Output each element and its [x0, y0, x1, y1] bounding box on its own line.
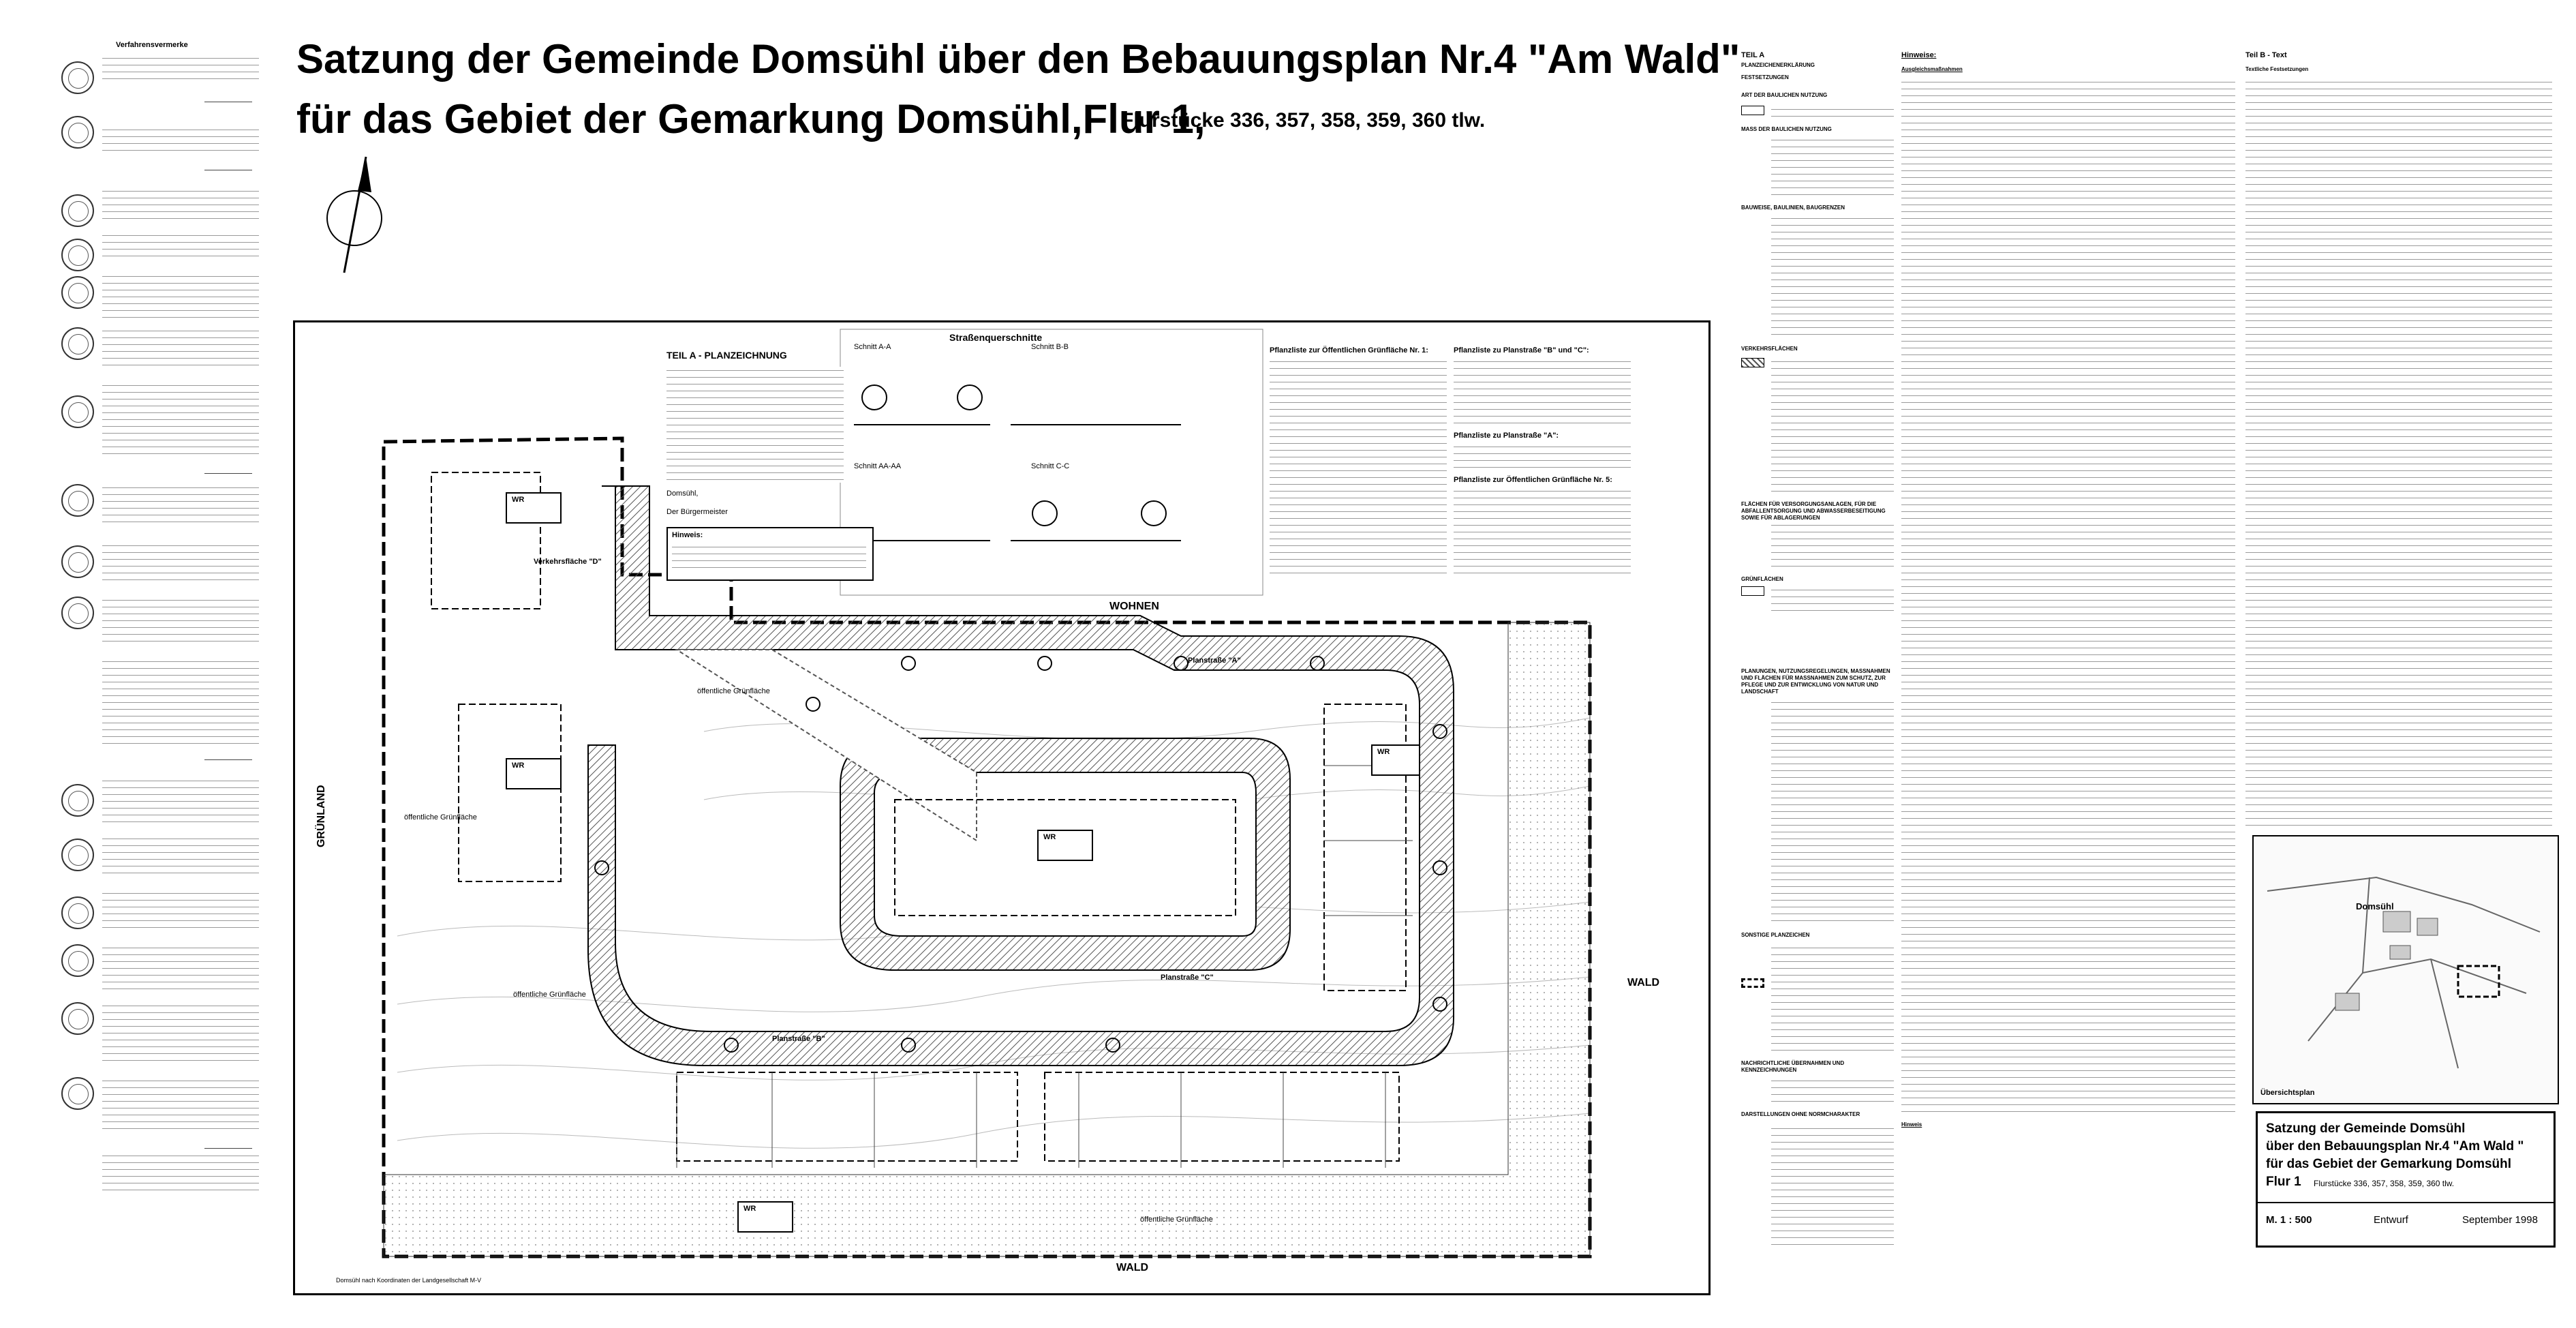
signature-place: Domsühl, [666, 489, 699, 498]
official-seal-icon [61, 239, 94, 271]
plant-list-1-title: Pflanzliste zur Öffentlichen Grünfläche Nr. 1: [1270, 346, 1428, 354]
procedure-entry [102, 944, 259, 992]
zoning-code: WR [512, 761, 525, 770]
procedure-entry [102, 542, 259, 583]
titleblock-status: Entwurf [2374, 1214, 2408, 1226]
procedure-entry [102, 1152, 259, 1193]
procedure-entry [102, 232, 259, 259]
plant-list-4-title: Pflanzliste zur Öffentlichen Grünfläche Nr. 5: [1454, 476, 1612, 484]
procedure-entry [102, 126, 259, 153]
official-seal-icon [61, 1077, 94, 1110]
legend-section: SONSTIGE PLANZEICHEN [1741, 932, 1810, 938]
legend-section: NACHRICHTLICHE ÜBERNAHMEN UND KENNZEICHNUNGEN [1741, 1060, 1845, 1073]
legend-text [1771, 944, 1894, 1053]
green-area-label: öffentliche Grünfläche [513, 991, 586, 999]
titleblock-line3: für das Gebiet der Gemarkung Domsühl [2266, 1157, 2512, 1171]
procedure-entry [102, 597, 259, 644]
official-seal-icon [61, 484, 94, 517]
section-aaa-label: Schnitt AA-AA [854, 462, 902, 470]
zoning-code: WR [512, 496, 525, 504]
official-seal-icon [61, 194, 94, 227]
hinweis-box-title: Hinweis: [672, 531, 703, 539]
notes-text [1901, 78, 2235, 1115]
official-seal-icon [61, 839, 94, 871]
plan-footer-note: Domsühl nach Koordinaten der Landgesellschaft M-V [336, 1277, 482, 1284]
plant-list-4 [1454, 487, 1631, 576]
document-title-line1: Satzung der Gemeinde Domsühl über den Bebauungsplan Nr.4 "Am Wald" [296, 36, 1741, 82]
signature [204, 750, 252, 760]
official-seal-icon [61, 395, 94, 428]
zone-label-wald-bottom: WALD [1116, 1262, 1149, 1273]
cross-sections-title: Straßenquerschnitte [949, 332, 1043, 343]
document-title-line2: für das Gebiet der Gemarkung Domsühl,Flur 1, [296, 96, 1206, 142]
titleblock-date: September 1998 [2462, 1214, 2538, 1226]
official-seal-icon [61, 597, 94, 629]
zone-label-wohnen: WOHNEN [1109, 601, 1159, 612]
legend-text [1771, 215, 1894, 337]
zone-label-wald-right: WALD [1627, 977, 1660, 989]
titleblock-flur: Flur 1 [2266, 1175, 2301, 1189]
official-seal-icon [61, 784, 94, 817]
procedure-heading: Verfahrensvermerke [116, 41, 188, 49]
legend-text [1771, 358, 1894, 494]
teil-a-title: TEIL A - PLANZEICHNUNG [666, 350, 787, 361]
legend-subheading: PLANZEICHENERKLÄRUNG [1741, 62, 1815, 68]
legend-section: BAUWEISE, BAULINIEN, BAUGRENZEN [1741, 205, 1845, 211]
teil-a-preamble [666, 367, 844, 483]
legend-text [1771, 1077, 1894, 1104]
signature [204, 1138, 252, 1149]
teil-b-text [2245, 78, 2552, 828]
legend-section: GRÜNFLÄCHEN [1741, 576, 1783, 582]
plan-drawing [293, 320, 1711, 1295]
plant-list-3 [1454, 443, 1631, 470]
official-seal-icon [61, 944, 94, 977]
road-label-b: Planstraße "B" [772, 1035, 825, 1043]
procedure-entry [102, 777, 259, 825]
legend-text [1771, 136, 1894, 198]
green-area-label: öffentliche Grünfläche [697, 687, 770, 695]
zoning-code: WR [743, 1205, 756, 1213]
green-area-label: öffentliche Grünfläche [404, 813, 477, 821]
teil-b-subheading: Textliche Festsetzungen [2245, 66, 2309, 72]
notes-heading: Hinweise: [1901, 51, 1937, 59]
title-block [2256, 1111, 2556, 1248]
titleblock-scale: M. 1 : 500 [2266, 1214, 2312, 1226]
legend-symbol [1741, 358, 1764, 367]
titleblock-line1: Satzung der Gemeinde Domsühl [2266, 1121, 2466, 1136]
plant-list-3-title: Pflanzliste zu Planstraße "A": [1454, 432, 1559, 440]
overview-map-graphic [2254, 836, 2558, 1103]
procedure-notes-column [61, 41, 266, 1200]
notes-subheading: Ausgleichsmaßnahmen [1901, 66, 1963, 72]
legend-symbol [1741, 978, 1764, 988]
teil-b-heading: Teil B - Text [2245, 51, 2287, 59]
plant-list-2-title: Pflanzliste zu Planstraße "B" und "C": [1454, 346, 1589, 354]
procedure-entry [102, 382, 259, 457]
signature [204, 92, 252, 102]
legend-symbol [1741, 586, 1764, 596]
zone-label-gruenland: GRÜNLAND [316, 785, 327, 847]
notes-hinweis: Hinweis [1901, 1121, 1922, 1128]
official-seal-icon [61, 116, 94, 149]
legend-column [1741, 51, 1905, 1251]
procedure-entry [102, 55, 259, 85]
official-seal-icon [61, 896, 94, 929]
north-arrow-icon [324, 143, 385, 280]
legend-section: FESTSETZUNGEN [1741, 74, 1789, 80]
document-title-parcels: Flurstücke 336, 357, 358, 359, 360 tlw. [1121, 109, 1486, 132]
official-seal-icon [61, 327, 94, 360]
overview-map-label: Übersichtsplan [2260, 1089, 2315, 1097]
legend-text [1771, 699, 1894, 924]
zoning-code: WR [1043, 833, 1056, 841]
procedure-entry [102, 1077, 259, 1132]
legend-heading: TEIL A [1741, 51, 1765, 59]
procedure-entry [102, 187, 259, 222]
plant-list-1 [1270, 358, 1447, 576]
procedure-entry [102, 890, 259, 931]
hinweis-box-text [672, 543, 866, 574]
legend-section: DARSTELLUNGEN OHNE NORMCHARAKTER [1741, 1111, 1860, 1117]
hinweis-box [666, 527, 874, 581]
signature [204, 464, 252, 474]
procedure-entry [102, 1002, 259, 1063]
procedure-entry [102, 273, 259, 320]
legend-section: FLÄCHEN FÜR VERSORGUNGSANLAGEN, FÜR DIE ABFALLENTSORGUNG UND ABWASSERBESEITIGUNG SOWIE FÜR ABLAGERUNGEN [1741, 501, 1886, 521]
procedure-entry [102, 658, 259, 746]
section-bb-label: Schnitt B-B [1031, 343, 1069, 351]
legend-section: VERKEHRSFLÄCHEN [1741, 346, 1798, 352]
titleblock-line2: über den Bebauungsplan Nr.4 "Am Wald " [2266, 1139, 2524, 1153]
section-aa-label: Schnitt A-A [854, 343, 891, 351]
legend-text [1771, 522, 1894, 569]
legend-section: PLANUNGEN, NUTZUNGSREGELUNGEN, MASSNAHMEN UND FLÄCHEN FÜR MASSNAHMEN ZUM SCHUTZ, ZUR PFLEGE UND ZUR ENTWICKLUNG VON NATUR UND LANDSCHAFT [1741, 668, 1890, 695]
road-label-d: Verkehrsfläche "D" [534, 558, 602, 566]
procedure-entry [102, 327, 259, 368]
procedure-entry [102, 484, 259, 525]
overview-town-label: Domsühl [2356, 901, 2394, 911]
titleblock-parcels: Flurstücke 336, 357, 358, 359, 360 tlw. [2314, 1179, 2455, 1188]
zoning-code: WR [1377, 748, 1390, 756]
text-part-b-column [2245, 51, 2552, 835]
legend-text [1771, 106, 1894, 118]
official-seal-icon [61, 1002, 94, 1035]
road-label-a: Planstraße "A" [1188, 657, 1241, 665]
legend-text [1771, 1125, 1894, 1248]
official-seal-icon [61, 61, 94, 94]
legend-section: MASS DER BAULICHEN NUTZUNG [1741, 126, 1832, 132]
green-area-label: öffentliche Grünfläche [1140, 1216, 1213, 1224]
signature-role: Der Bürgermeister [666, 508, 728, 516]
section-cc-label: Schnitt C-C [1031, 462, 1070, 470]
procedure-entry [102, 835, 259, 876]
official-seal-icon [61, 545, 94, 578]
legend-text [1771, 586, 1894, 614]
plant-list-2 [1454, 358, 1631, 426]
road-label-c: Planstraße "C" [1161, 974, 1214, 982]
signature [204, 160, 252, 170]
overview-map [2252, 835, 2559, 1104]
legend-symbol [1741, 106, 1764, 115]
notes-column [1901, 51, 2256, 1128]
titleblock-divider [2258, 1202, 2554, 1203]
official-seal-icon [61, 276, 94, 309]
legend-section: ART DER BAULICHEN NUTZUNG [1741, 92, 1828, 98]
